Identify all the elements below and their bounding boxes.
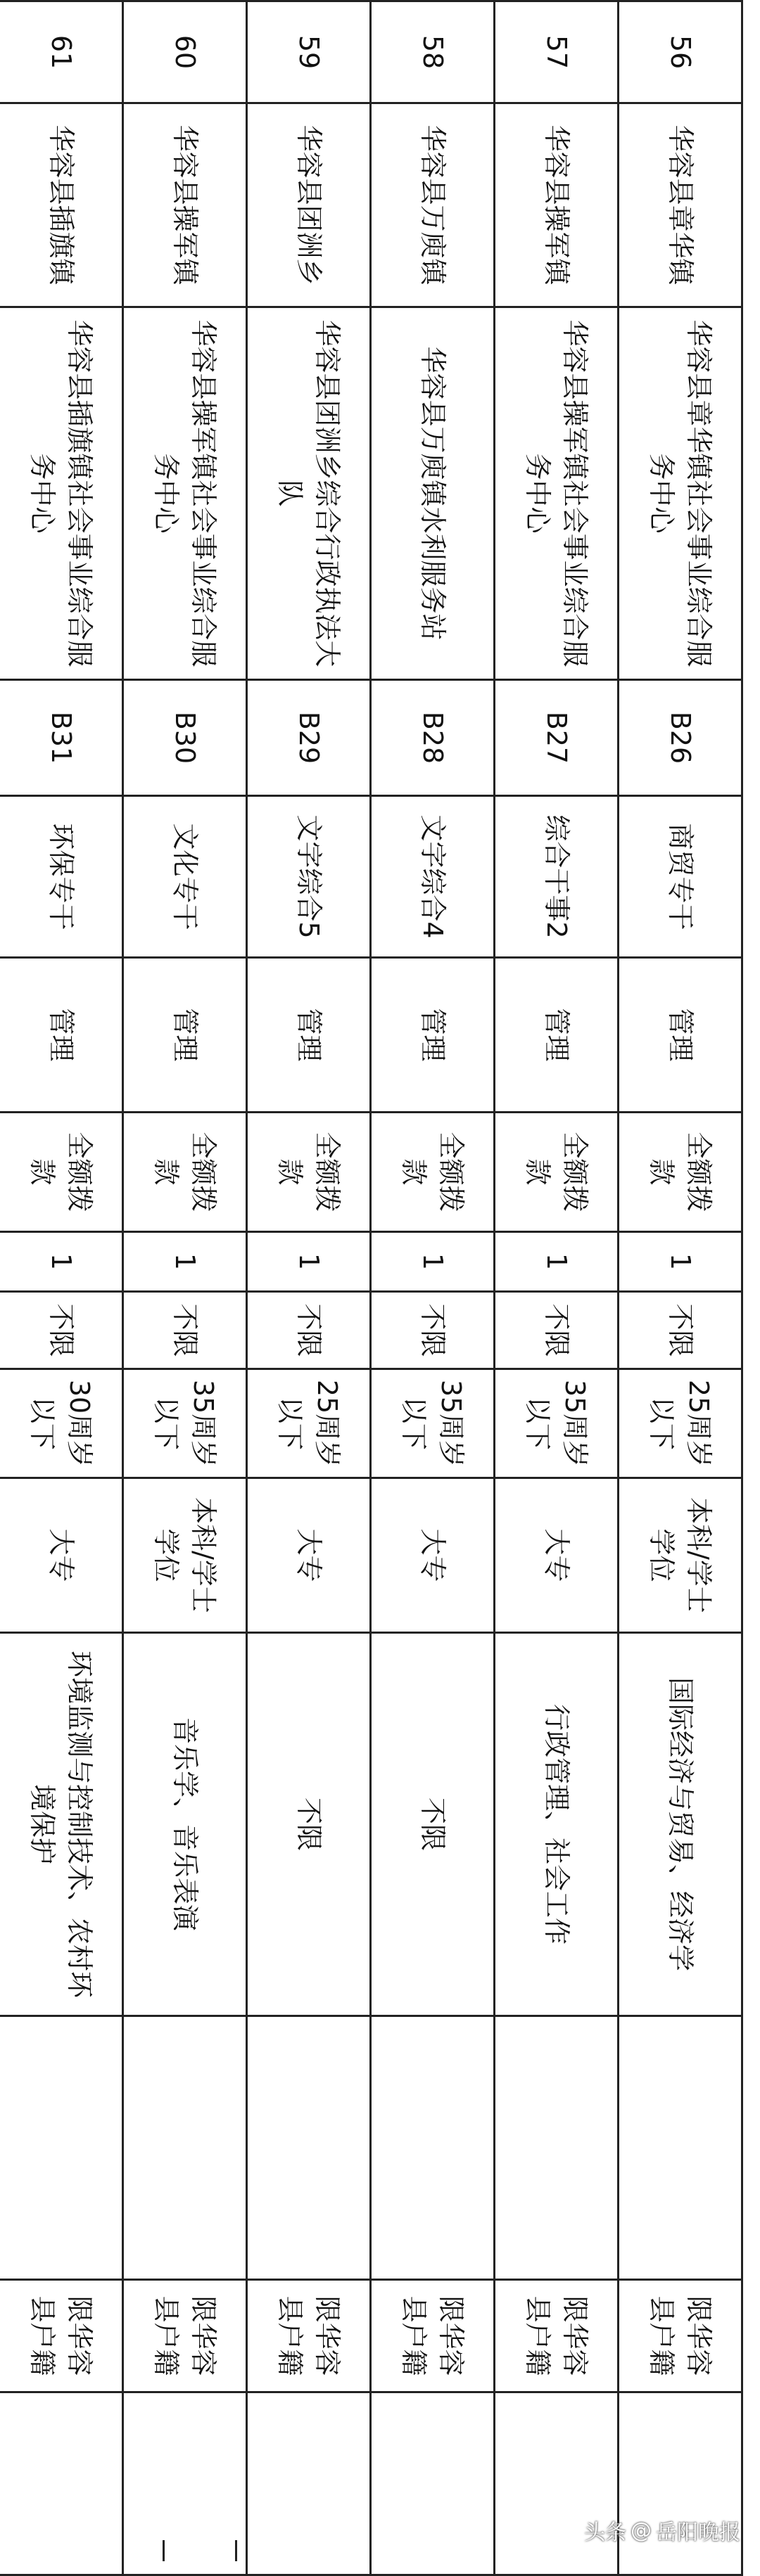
cell-education: 大专 — [371, 1478, 495, 1633]
cell-gender: 不限 — [123, 1292, 247, 1369]
cell-post-type: 管理 — [247, 958, 371, 1113]
table-row — [619, 1, 742, 2575]
cell-major: 音乐学、音乐表演 — [123, 1633, 247, 2016]
cell-major: 环境监测与控制技术、农村环境保护 — [0, 1633, 123, 2016]
table-row — [371, 1, 495, 2575]
cell-seq: 58 — [371, 1, 495, 103]
cell-post-type: 管理 — [495, 958, 619, 1113]
cell-gender: 不限 — [0, 1292, 123, 1369]
cell-other — [495, 2016, 619, 2280]
watermark-prefix: 头条 — [584, 2520, 626, 2545]
cell-funding: 全额拨款 — [371, 1113, 495, 1232]
cell-seq: 60 — [123, 1, 247, 103]
cell-seq: 57 — [495, 1, 619, 103]
cell-post-name: 文字综合4 — [371, 796, 495, 958]
cell-unit-short: 华容县章华镇 — [619, 103, 742, 307]
cell-unit-full: 华容县章华镇社会事业综合服务中心 — [619, 307, 742, 680]
cell-code: B29 — [247, 680, 371, 796]
cell-major: 不限 — [371, 1633, 495, 2016]
cell-note — [495, 2392, 619, 2575]
cell-post-name: 环保专干 — [0, 796, 123, 958]
cell-age: 30周岁以下 — [0, 1369, 123, 1478]
cell-education: 大专 — [247, 1478, 371, 1633]
cell-seq: 61 — [0, 1, 123, 103]
cell-other — [123, 2016, 247, 2280]
cell-unit-full: 华容县操军镇社会事业综合服务中心 — [123, 307, 247, 680]
cell-gender: 不限 — [495, 1292, 619, 1369]
cell-note — [247, 2392, 371, 2575]
cell-code: B30 — [123, 680, 247, 796]
cell-gender: 不限 — [247, 1292, 371, 1369]
cell-household: 限华容县户籍 — [495, 2280, 619, 2392]
cell-age: 35周岁以下 — [495, 1369, 619, 1478]
cell-household: 限华容县户籍 — [619, 2280, 742, 2392]
cell-post-type: 管理 — [619, 958, 742, 1113]
cell-education: 大专 — [0, 1478, 123, 1633]
cell-household: 限华容县户籍 — [371, 2280, 495, 2392]
table-row — [495, 1, 619, 2575]
cell-code: B26 — [619, 680, 742, 796]
cell-unit-short: 华容县插旗镇 — [0, 103, 123, 307]
footer-divider — [235, 2540, 237, 2561]
cell-unit-full: 华容县操军镇社会事业综合服务中心 — [495, 307, 619, 680]
cell-unit-full: 华容县插旗镇社会事业综合服务中心 — [0, 307, 123, 680]
cell-code: B28 — [371, 680, 495, 796]
cell-post-type: 管理 — [371, 958, 495, 1113]
table-row — [123, 1, 247, 2575]
cell-funding: 全额拨款 — [247, 1113, 371, 1232]
cell-note — [0, 2392, 123, 2575]
cell-funding: 全额拨款 — [495, 1113, 619, 1232]
cell-education: 本科/学士学位 — [619, 1478, 742, 1633]
cell-count: 1 — [619, 1232, 742, 1292]
watermark-account: 岳阳晚报 — [656, 2520, 740, 2545]
table-body — [0, 1, 742, 2575]
cell-post-type: 管理 — [0, 958, 123, 1113]
cell-note — [619, 2392, 742, 2575]
cell-gender: 不限 — [619, 1292, 742, 1369]
cell-education: 本科/学士学位 — [123, 1478, 247, 1633]
cell-education: 大专 — [495, 1478, 619, 1633]
table-row — [247, 1, 371, 2575]
cell-funding: 全额拨款 — [0, 1113, 123, 1232]
cell-gender: 不限 — [371, 1292, 495, 1369]
cell-note — [123, 2392, 247, 2575]
cell-unit-short: 华容县万庾镇 — [371, 103, 495, 307]
cell-unit-short: 华容县团洲乡 — [247, 103, 371, 307]
cell-count: 1 — [495, 1232, 619, 1292]
cell-post-name: 文字综合5 — [247, 796, 371, 958]
cell-unit-short: 华容县操军镇 — [495, 103, 619, 307]
cell-note — [371, 2392, 495, 2575]
table-row — [0, 1, 123, 2575]
watermark-at: @ — [631, 2518, 652, 2543]
cell-major: 不限 — [247, 1633, 371, 2016]
cell-age: 35周岁以下 — [123, 1369, 247, 1478]
cell-household: 限华容县户籍 — [0, 2280, 123, 2392]
cell-unit-full: 华容县团洲乡综合行政执法大队 — [247, 307, 371, 680]
cell-unit-short: 华容县操军镇 — [123, 103, 247, 307]
cell-count: 1 — [247, 1232, 371, 1292]
cell-other — [0, 2016, 123, 2280]
cell-major: 国际经济与贸易、经济学 — [619, 1633, 742, 2016]
cell-post-name: 综合干事2 — [495, 796, 619, 958]
cell-age: 35周岁以下 — [371, 1369, 495, 1478]
cell-major: 行政管理、社会工作 — [495, 1633, 619, 2016]
cell-other — [247, 2016, 371, 2280]
cell-seq: 56 — [619, 1, 742, 103]
cell-other — [619, 2016, 742, 2280]
cell-funding: 全额拨款 — [123, 1113, 247, 1232]
cell-count: 1 — [123, 1232, 247, 1292]
cell-household: 限华容县户籍 — [247, 2280, 371, 2392]
cell-other — [371, 2016, 495, 2280]
cell-code: B27 — [495, 680, 619, 796]
cell-funding: 全额拨款 — [619, 1113, 742, 1232]
source-watermark — [584, 2515, 740, 2546]
cell-count: 1 — [371, 1232, 495, 1292]
cell-age: 25周岁以下 — [619, 1369, 742, 1478]
cell-unit-full: 华容县万庾镇水利服务站 — [371, 307, 495, 680]
cell-count: 1 — [0, 1232, 123, 1292]
cell-post-name: 商贸专干 — [619, 796, 742, 958]
footer-divider — [163, 2540, 165, 2561]
cell-code: B31 — [0, 680, 123, 796]
cell-household: 限华容县户籍 — [123, 2280, 247, 2392]
cell-post-name: 文化专干 — [123, 796, 247, 958]
cell-age: 25周岁以下 — [247, 1369, 371, 1478]
cell-post-type: 管理 — [123, 958, 247, 1113]
cell-seq: 59 — [247, 1, 371, 103]
